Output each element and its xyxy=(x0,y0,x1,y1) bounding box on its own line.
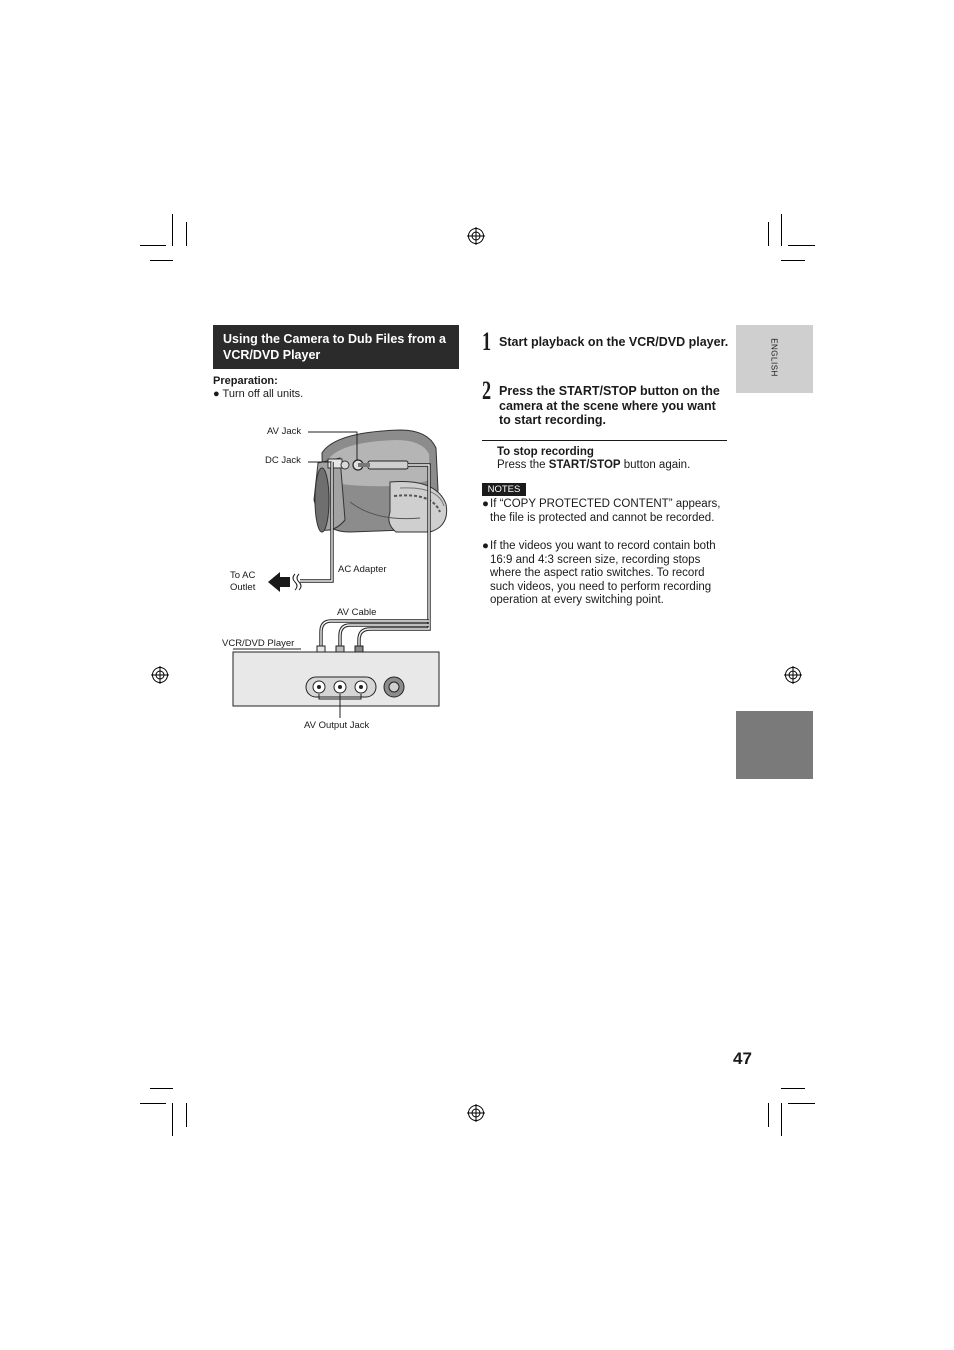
stop-recording-prefix: Press the xyxy=(497,459,549,471)
registration-mark-icon xyxy=(467,227,485,245)
crop-mark xyxy=(150,1088,173,1089)
camcorder-illustration xyxy=(314,430,447,532)
registration-mark-icon xyxy=(784,666,802,684)
step-text: Press the START/STOP button on the camera at the scene where you want to start recording. xyxy=(499,384,720,427)
page-number: 47 xyxy=(733,1049,752,1068)
crop-mark xyxy=(150,260,173,261)
step-number: 2 xyxy=(482,376,492,405)
crop-mark xyxy=(768,1103,769,1127)
preparation-item: ● Turn off all units. xyxy=(213,388,304,400)
crop-mark xyxy=(186,1103,187,1127)
crop-mark xyxy=(781,260,805,261)
label-ac-adapter: AC Adapter xyxy=(338,564,387,575)
language-tab xyxy=(736,325,813,393)
label-av-cable: AV Cable xyxy=(337,607,377,618)
stop-recording-title: To stop recording xyxy=(497,446,594,458)
arrow-left-icon xyxy=(268,572,290,592)
crop-mark xyxy=(781,1103,782,1136)
language-tab-label: ENGLISH xyxy=(769,338,779,377)
stop-recording-suffix: button again. xyxy=(620,459,691,471)
step-number: 1 xyxy=(482,327,492,356)
crop-mark xyxy=(768,222,769,246)
notes-badge: NOTES xyxy=(482,483,526,496)
crop-mark xyxy=(788,245,815,246)
note-item xyxy=(482,540,732,608)
crop-mark xyxy=(781,1088,805,1089)
crop-mark xyxy=(186,222,187,246)
crop-mark xyxy=(140,1103,166,1104)
step-text: Start playback on the VCR/DVD player. xyxy=(499,335,729,349)
stop-recording-body xyxy=(497,459,690,471)
crop-mark xyxy=(788,1103,815,1104)
label-to-ac: To AC xyxy=(230,570,256,581)
note-item xyxy=(482,498,732,525)
bullet-icon: ● xyxy=(482,498,489,510)
crop-mark xyxy=(781,214,782,246)
label-vcr-dvd-player: VCR/DVD Player xyxy=(222,638,295,649)
registration-mark-icon xyxy=(151,666,169,684)
preparation-title: Preparation: xyxy=(213,375,278,387)
crop-mark xyxy=(140,245,166,246)
label-dc-jack: DC Jack xyxy=(265,455,301,466)
note-text: If the videos you want to record contain both 16:9 and 4:3 screen size, recording stops where the aspect ratio switches. To record such videos, you need to perform recording operation at every switching point. xyxy=(490,540,716,606)
chapter-marker xyxy=(736,711,813,779)
label-av-output-jack: AV Output Jack xyxy=(304,720,370,731)
registration-mark-icon xyxy=(467,1104,485,1122)
crop-mark xyxy=(172,1103,173,1136)
label-av-jack: AV Jack xyxy=(267,426,302,437)
section-heading xyxy=(213,325,459,369)
preparation-item-text: Turn off all units. xyxy=(222,388,304,400)
bullet-icon: ● xyxy=(482,540,489,552)
note-text: If “COPY PROTECTED CONTENT” appears, the file is protected and cannot be recorded. xyxy=(490,498,721,524)
section-heading-text: Using the Camera to Dub Files from a VCR/DVD Player xyxy=(223,332,446,362)
crop-mark xyxy=(172,214,173,246)
label-outlet: Outlet xyxy=(230,582,256,593)
stop-recording-button-name: START/STOP xyxy=(548,459,621,471)
divider xyxy=(482,440,727,441)
